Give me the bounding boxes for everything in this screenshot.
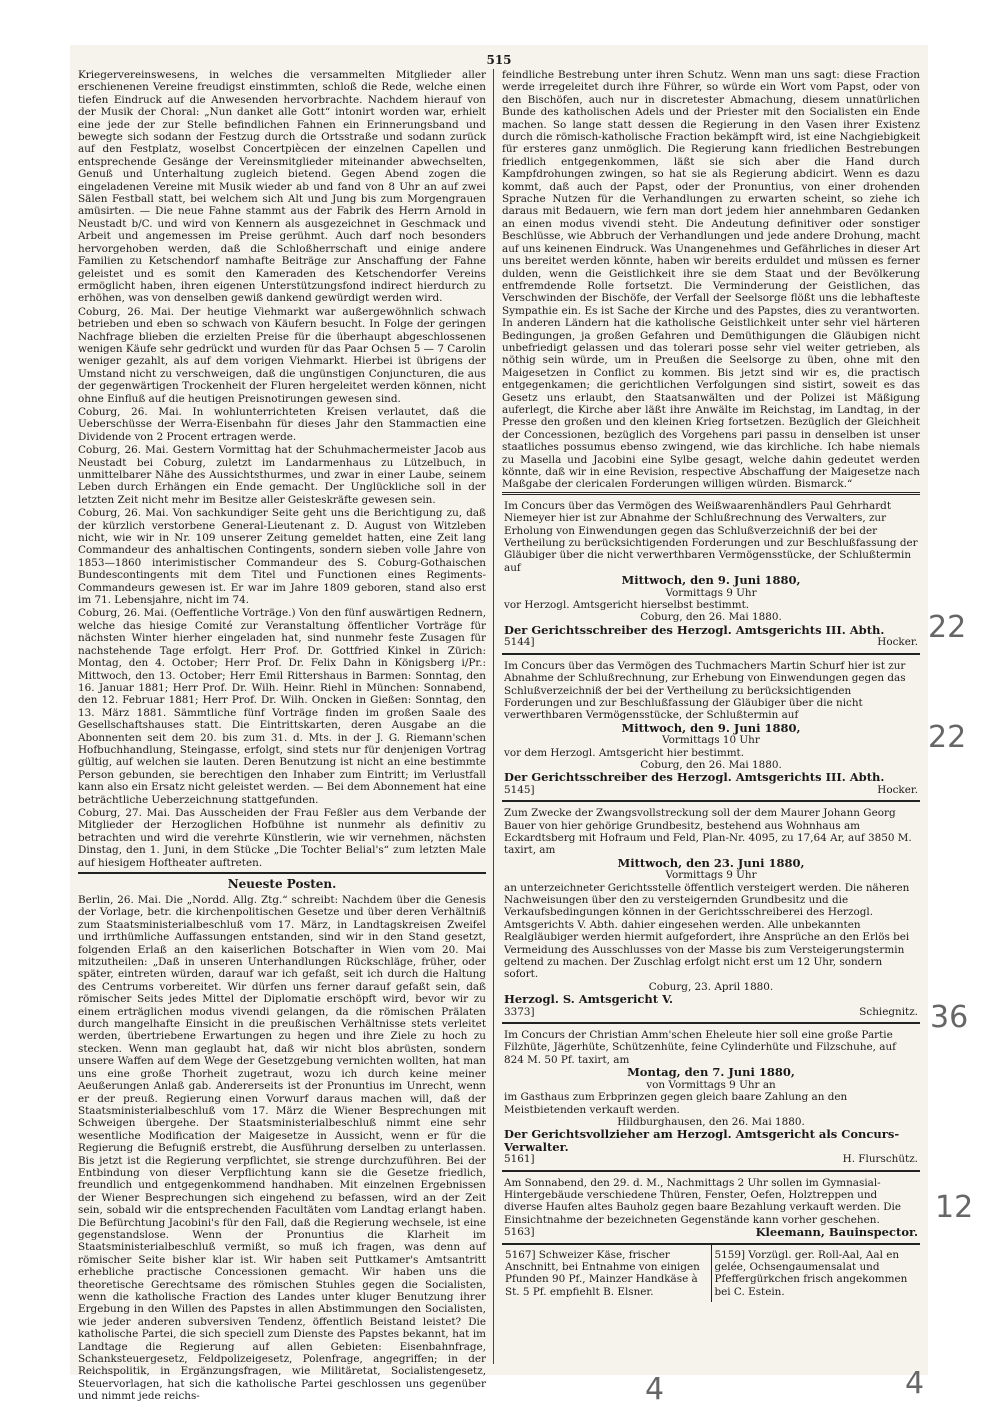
notice-body: Im Concurs der Christian Amm'schen Eheleute hier soll eine große Partie Filzhüte, Jägerhüte, Schützenhüte, feine Cylinderhüte und Filzschuhe, auf 824 M. 50 Pf. taxirt, am [504, 1029, 896, 1066]
article-paragraph: Coburg, 26. Mai. Gestern Vormittag hat der Schuhmachermeister Jacob aus Neustadt bei Coburg, zuletzt im Landarmenhaus zu Lützelbuch, in unmittelbarer Nähe des Aussichtsthurmes, und zwar in einer Laube, seinem Leben durch Erhängen ein Ende gemacht. Der Unglückliche soll in der letzten Zeit nicht mehr im Besitze aller Geisteskräfte gewesen sein. [78, 444, 486, 506]
notice-dateline: Coburg, 23. April 1880. [648, 980, 774, 993]
notice-court: Der Gerichtsvollzieher am Herzogl. Amtsgericht als Concurs-Verwalter. [504, 1127, 900, 1154]
notice [502, 800, 920, 1022]
notice-court: Herzogl. S. Amtsgericht V. [504, 992, 674, 1007]
margin-mark: 36 [930, 1000, 969, 1035]
section-title: Neueste Posten. [78, 872, 486, 891]
notice-clerk: Hocker. [877, 636, 918, 649]
notice-court: Kleemann, Bauinspector. [755, 1225, 918, 1240]
notice-body: Im Concurs über das Vermögen des Weißwaarenhändlers Paul Gehrhardt Niemeyer hier ist zur Abnahme der Schlußrechnung des Verwalters, zur Erholung von Einwendungen gegen das Schlußverzeichniß der bei der Vertheilung zu berücksichtigenden Forderungen und zur Beschlußfassung der Gläubiger über die nicht verwerthbaren Vermögensstücke, der Schlußtermin auf [504, 499, 918, 574]
notice-date: Mittwoch, den 9. Juni 1880, [621, 573, 801, 588]
notice-time: Vormittags 9 Uhr [665, 586, 757, 599]
notice-body: Am Sonnabend, den 29. d. M., Nachmittags 2 Uhr sollen im Gymnasial-Hintergebäude verschiedene Thüren, Fenster, Oefen, Holztreppen und diverse Haufen altes Bauholz gegen baare Bezahlung verkauft werden. Die Einsichtnahme der bezeichneten Gegenstände kann vorher geschehen. [504, 1176, 902, 1226]
margin-mark: 4 [905, 1366, 925, 1401]
notice-date: Mittwoch, den 23. Juni 1880, [617, 855, 805, 870]
notice-date: Montag, den 7. Juni 1880, [627, 1065, 795, 1080]
notice-id: 5145] [504, 783, 535, 796]
notice-clerk: Hocker. [877, 783, 918, 796]
small-ad: 5159] Vorzügl. ger. Roll-Aal, Aal en gelée, Ochsengaumensalat und Pfeffergürkchen frisch angekommen bei C. Estein. [714, 1248, 908, 1298]
article-paragraph: Kriegervereinswesens, in welches die versammelten Mitglieder aller erschienenen Vereine freudigst einstimmten, schloß die Rede, welche einen tiefen Eindruck auf die Anwesenden hervorbrachte. Nachdem hierauf von der Musik der Choral: „Nun danket alle Gott“ intonirt worden war, erhielt eine jede der zur Stelle befindlichen Fahnen ein Erinnerungsband und bewegte sich sodann der Festzug durch die Ortsstraße und sodann zurück auf den Festplatz, woselbst Concertpiècen der einzelnen Capellen und entsprechende Gesänge der Vereinsmitglieder miteinander abwechselten, Genuß und Unterhaltung zugleich bietend. Gegen Abend zogen die eingeladenen Vereine mit Musik wieder ab und fand von 8 Uhr an auf zwei Sälen Festball statt, bei welchem sich Alt und Jung bis zum Morgengrauen amüsirten. — Die neue Fahne stammt aus der Fabrik des Herrn Arnold in Neustadt b/C. und wird von Kennern als ausgezeichnet in Geschmack und Arbeit und angemessen im Preise gerühmt. Auch darf noch besonders hervorgehoben werden, daß die Schloßherrschaft und einige andere Familien zu Ketschendorf namhafte Beiträge zur Anschaffung der Fahne geleistet und es somit den Kameraden des Ketschendorfer Vereins ermöglicht haben, ihren eigenen Unterstützungsfond indirect hierdurch zu erhöhen, was von denselben gewiß dankend gewürdigt werden wird. [78, 69, 486, 305]
notice-id: 5161] [504, 1153, 535, 1166]
article-continuation: feindliche Bestrebung unter ihren Schutz. Wenn man uns sagt: diese Fraction werde irregeleitet durch ihre Führer, so würde ein Wort vom Papst, oder von den Bischöfen, auch nur in discretester Abmachung, diesem unnatürlichen Bunde des katholischen Adels und der Priester mit den Socialisten ein Ende machen. So lange statt dessen die Regierung in den Vasen ihrer Existenz durch die römisch-katholische Fraction bekämpft wird, ist eine Nachgiebigkeit für ersteres ganz unmöglich. Die Regierung kann friedlichen Bestrebungen friedlich entgegenkommen, läßt sie sich aber die Hand durch Kampfdrohungen zwingen, so hat sie als Regierung abdicirt. Wenn es dazu kommt, daß auch der Papst, oder der Pronuntius, von einer drohenden Sprache Nutzen für die Verhandlungen zu erwarten scheint, so ziehe ich daraus mit Bedauern, wie fern man dort jedem hier annehmbaren Gedanken an einen modus vivendi steht. Die Andeutung definitiver oder sonstiger Beschlüsse, wie Abbruch der Verhandlungen und jede andere Drohung, macht auf uns keinenen Eindruck. Was Unangenehmes und Gefährliches in dieser Art uns bereitet werden könnte, haben wir bereits erduldet und müssen es ferner dulden, wenn die Geistlichkeit ihre sie dem Staat und der Bevölkerung entfremdende Rolle fortsetzt. Die Verminderung der Geistlichen, das Verschwinden der Bischöfe, der Verfall der Seelsorge flößt uns die lebhafteste Sympathie ein. Es ist Sache der Kirche und des Papstes, dies zu verantworten. In anderen Ländern hat die katholische Geistlichkeit unter sehr viel härteren Bedingungen, ja großen Gefahren und Demüthigungen die Gläubigen nicht unbefriedigt gelassen und das tolerari posse sehr viel weiter getrieben, als nöthig sein würde, um in Preußen die Seelsorge zu üben, ohne mit den Maigesetzen in Conflict zu kommen. Bis jetzt sind wir es, die practisch entgegenkamen; die gerichtlichen Verfolgungen sind sistirt, soweit es das Gesetz uns erlaubt, den Staatsanwälten und der Polizei ist Mäßigung auferlegt, die Kirche aber läßt ihre Anwälte im Reichstag, im Landtag, in der Presse den großen und den kleinen Krieg fortsetzen. Bezüglich der Gleichheit der Concessionen, bezüglich des Vorgehens pari passu in denselben ist unser staatliches possumus ebenso zwingend, wie das kirchliche. Ich habe niemals zu Masella und Jacobini eine Sylbe gesagt, welche dahin gedeutet werden könnte, daß wir in eine Revision, respective Abschaffung der Maigesetze nach Maßgabe der clericalen Forderungen willigen würden. Bismarck.“ [502, 69, 920, 491]
notice-dateline: Hildburghausen, den 26. Mai 1880. [617, 1115, 805, 1128]
article-paragraph: Coburg, 26. Mai. (Oeffentliche Vorträge.) Von den fünf auswärtigen Rednern, welche das hiesige Comité zur Veranstaltung öffentlicher Vorträge für nächsten Winter hierher eingeladen hat, sind nunmehr feste Zusagen für nachstehende Tage erfolgt. Herr Prof. Dr. Gottfried Kinkel in Zürich: Montag, den 4. October; Herr Prof. Dr. Felix Dahn in Königsberg i/Pr.: Mittwoch, den 13. October; Herr Emil Rittershaus in Barmen: Sonntag, den 16. Januar 1881; Herr Prof. Dr. Wilh. Heinr. Riehl in München: Sonnabend, den 12. Februar 1881; Herr Prof. Dr. Wilh. Oncken in Gießen: Sonntag, den 13. März 1881. Sämmtliche fünf Vorträge finden im großen Saale des Gesellschaftshauses statt. Die Eintrittskarten, deren Ausgabe an die Abonnenten seit dem 20. bis zum 31. d. Mts. in der J. G. Riemann'schen Hofbuchhandlung, Steingasse, erfolgt, sind stets nur für denjenigen Vortrag gültig, auf welchen sie lauten. Deren Benutzung ist nicht an eine bestimmte Person gebunden, sie berechtigen den Inhaber zum Eintritt; im Verlustfall kann also ein Ersatz nicht geleistet werden. — Bei dem Abonnement hat eine beträchtliche Ueberzeichnung stattgefunden. [78, 607, 486, 806]
article-paragraph: Coburg, 26. Mai. Von sachkundiger Seite geht uns die Berichtigung zu, daß der kürzlich verstorbene General-Lieutenant z. D. August von Witzleben nicht, wie wir in Nr. 109 unserer Zeitung gemeldet hatten, eine Zeit lang Commandeur des anhaltischen Contingents, sondern sieben volle Jahre von 1853—1860 interimistischer Commandeur des S. Coburg-Gothaischen Bundescontingents mit dem Titel und Functionen eines Regiments-Commandeurs gewesen ist. Er war im Jahre 1809 geboren, stand also erst im 71. Lebensjahre, nicht im 74. [78, 507, 486, 607]
notice [502, 653, 920, 800]
notice-court: Der Gerichtsschreiber des Herzogl. Amtsgerichts III. Abth. [504, 770, 885, 785]
notice-place: vor Herzogl. Amtsgericht hierselbst bestimmt. [504, 599, 750, 612]
notice-place: vor dem Herzogl. Amtsgericht hier bestimmt. [504, 746, 745, 759]
small-ads [502, 1243, 920, 1303]
notice-time: Vormittags 10 Uhr [662, 734, 760, 747]
notice-court: Der Gerichtsschreiber des Herzogl. Amtsgerichts III. Abth. [504, 622, 885, 637]
margin-mark: 22 [928, 720, 967, 755]
notice-id: 3373] [504, 1005, 535, 1018]
article-paragraph: Berlin, 26. Mai. Die „Nordd. Allg. Ztg.“ schreibt: Nachdem über die Genesis der Vorlage, betr. die kirchenpolitischen Gesetze und über deren Verhältniß zum Staatsministerialbeschluß vom 17. März, in Landtagskreisen Zweifel und irrthümliche Auffassungen entstanden, sind wir in den Stand gesetzt, folgenden Erlaß an den kaiserlichen Botschafter in Wien vom 20. Mai mitzutheilen: „Daß in unseren Unterhandlungen Rückschläge, früher, oder später, eintreten würden, darauf war ich gefaßt, seit ich durch die Haltung des Centrums vorbereitet. Wir dürfen uns ferner darauf gefaßt sein, daß römischer Seits jedes Mittel der Diplomatie erschöpft wird, bevor wir zu einem erträglichen modus vivendi gelangen, da die römischen Prälaten durch mangelhafte Einsicht in die preußischen Verhältnisse stets verleitet werden, übertriebene Erwartungen zu hegen und ihre Ziele zu hoch zu stecken. Wenn man geglaubt hat, daß wir nicht blos abrüsten, sondern unsere Waffen auf dem Wege der Gesetzgebung vernichten wollten, hat man uns eine große Thorheit zugetraut, wozu ich durch keine meiner Aeußerungen Anlaß gab. Andererseits ist der Pronuntius im Unrecht, wenn er der preuß. Regierung einen Vorwurf daraus machen will, daß der Staatsministerialbeschluß vom 17. März die Wiener Besprechungen mit Schweigen übergehe. Der Staatsministerialbeschluß nimmt eine sehr wesentliche Modification der Maigesetze in Aussicht, wenn er für die Regierung die Befugniß erstrebt, die Ausführung derselben zu unterlassen. Bis jetzt ist die Regierung verpflichtet, sie strenge durchzuführen. Bei der Entbindung von dieser Verpflichtung kann sie die Gesetze friedlich, freundlich und entgegenkommend handhaben. Mit einzelnen Ergebnissen der Wiener Besprechungen sich eingehend zu befassen, wird an der Zeit sein, sobald wir die entsprechenden Facultäten vom Landtag erlangt haben. Die Befürchtung Jacobini's für den Fall, daß die Regierung wechsele, ist eine gegenstandslose. Wenn der Pronuntius die Klarheit im Staatsministerialbeschluß vermißt, so muß ich fragen, was denn auf römischer Seite bisher klar ist. Wir haben seit Puttkamer's Amtsantritt erhebliche practische Concessionen gemacht. Wir haben uns die theoretische Gerechtsame des römischen Stuhles gegen die Socialisten, wenn die katholische Fraction des Landes unter kluger Benutzung ihrer Ergebung in den Willen des Papstes in allen Abstimmungen den Socialisten, wie jeder anderen subversiven Tendenz, öffentlich Beistand leistet? Die katholische Partei, die sich speciell zum Dienste des Papstes bekannt, hat im Landtage die Regierung auf allen Gebieten: Eisenbahnfrage, Schanksteuergesetz, Feldpolizeigesetz, Polenfrage, angegriffen; in der Reichspolitik, in Ergänzungsfragen, wie Militäretat, Socialistengesetz, Steuervorlagen, hat sich die katholische Partei geschlossen uns gegenüber und nimmt jede reichs- [78, 894, 486, 1403]
notice-time: Vormittags 9 Uhr [665, 869, 757, 882]
notice-time: von Vormittags 9 Uhr an [646, 1078, 776, 1091]
notice-id: 5163] [504, 1226, 535, 1239]
notice-clerk: H. Flurschütz. [842, 1153, 918, 1166]
notice-clerk: Schiegnitz. [859, 1005, 918, 1018]
margin-mark: 4 [645, 1372, 665, 1407]
margin-mark: 22 [928, 610, 967, 645]
page-number: 515 [486, 53, 512, 67]
right-column [502, 69, 920, 1364]
notice-date: Mittwoch, den 9. Juni 1880, [621, 720, 801, 735]
notice-dateline: Coburg, den 26. Mai 1880. [640, 611, 782, 624]
notice-body: Zum Zwecke der Zwangsvollstreckung soll der dem Maurer Johann Georg Bauer von hier gehörige Grundbesitz, bestehend aus Wohnhaus am Eckardtsberg mit Hofraum und Feld, Plan-Nr. 4095, zu 17,64 Ar, auf 3850 M. taxirt, am [504, 807, 912, 857]
notice-place: im Gasthaus zum Erbprinzen gegen gleich baare Zahlung an den Meistbietenden verkauft werden. [504, 1091, 848, 1116]
small-ad: 5167] Schweizer Käse, frischer Anschnitt, bei Entnahme von einigen Pfunden 90 Pf., Mainzer Handkäse à St. 5 Pf. empfiehlt B. Elsner. [502, 1245, 712, 1303]
notice [502, 492, 920, 653]
article-paragraph: Coburg, 26. Mai. In wohlunterrichteten Kreisen verlautet, daß die Ueberschüsse der Werra-Eisenbahn für dieses Jahr den Stammactien eine Dividende von 2 Procent ertragen werde. [78, 405, 486, 443]
notice-id: 5144] [504, 636, 535, 649]
notice-body: Im Concurs über das Vermögen des Tuchmachers Martin Schurf hier ist zur Abnahme der Schlußrechnung, zur Erhebung von Einwendungen gegen das Schlußverzeichniß der bei der Vertheilung zu berücksichtigenden Forderungen und zur Beschlußfassung der Gläubiger über die nicht verwerthbaren Vermögensstücke, der Schlußtermin auf [504, 659, 906, 722]
left-column [78, 69, 486, 1403]
notice [502, 1170, 920, 1243]
newspaper-page [70, 45, 928, 1403]
notice [502, 1022, 920, 1169]
column-divider [493, 69, 494, 1364]
article-paragraph: Coburg, 27. Mai. Das Ausscheiden der Frau Feßler aus dem Verbande der Mitglieder der Herzoglichen Hofbühne ist nunmehr als definitiv zu betrachten und wird die verehrte Künstlerin, wie wir vernehmen, nächsten Dinstag, den 1. Juni, in dem Stücke „Die Tochter Belial's“ zum letzten Male auf hiesigem Hoftheater auftreten. [78, 806, 486, 869]
article-paragraph: Coburg, 26. Mai. Der heutige Viehmarkt war außergewöhnlich schwach betrieben und eben so schwach von Käufern besucht. In Folge der geringen Nachfrage blieben die erzielten Preise für die überhaupt abgeschlossenen wenigen Käufe sehr gedrückt und wurden für das Paar Ochsen 5 — 7 Carolin weniger gezahlt, als auf dem vorigen Viehmarkt. Hierbei ist übrigens der Umstand nicht zu verschweigen, daß die ungünstigen Conjuncturen, die aus der gegenwärtigen Trockenheit der Fluren hergeleitet werden können, nicht ohne Einfluß auf die heutigen Preisnotirungen gewesen sind. [78, 305, 486, 405]
notice-place: an unterzeichneter Gerichtsstelle öffentlich versteigert werden. Die näheren Nachweisungen über den zu versteigernden Grundbesitz und die Verkaufsbedingungen können in der Gerichtsschreiberei des Herzogl. Amtsgerichts V. Abth. dahier eingesehen werden. Alle unbekannten Realgläubiger werden hiermit aufgefordert, ihre Ansprüche an den Erlös bei Vermeidung des Ausschlusses von der Masse bis zum Versteigerungstermin geltend zu machen. Der Zuschlag erfolgt nicht erst um 12 Uhr, sondern sofort. [504, 881, 910, 981]
margin-mark: 12 [935, 1190, 974, 1225]
notice-dateline: Coburg, den 26. Mai 1880. [640, 758, 782, 771]
